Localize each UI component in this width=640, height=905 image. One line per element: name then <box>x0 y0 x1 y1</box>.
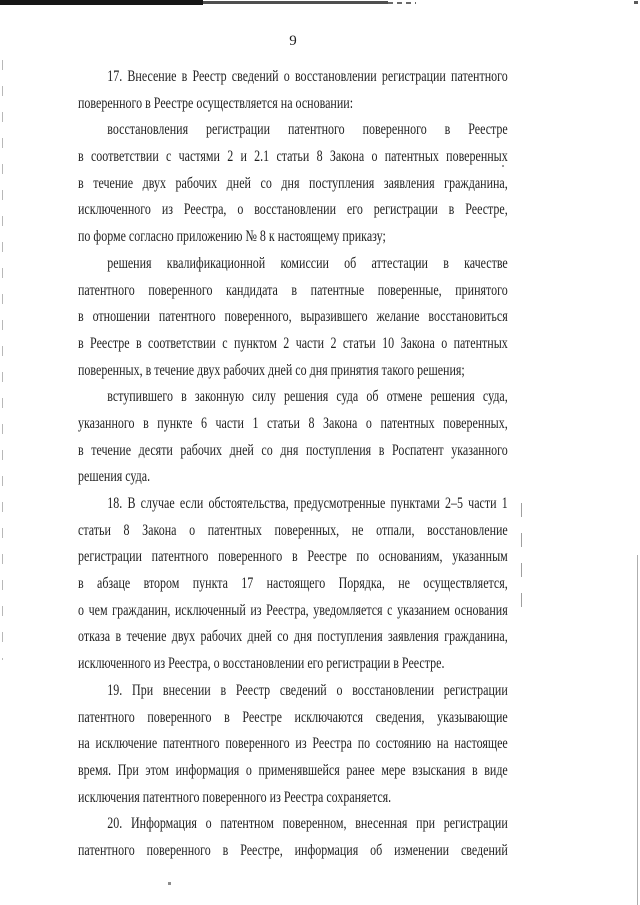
scan-edge-artifact-top <box>0 0 203 5</box>
text-line: статьи 8 Закона о патентных поверенных, не отпали, восстановление <box>78 521 508 539</box>
text-line: поверенных, в течение двух рабочих дней со дня принятия такого решения; <box>78 361 465 379</box>
text-line: исключенного из Реестра, о восстановлении его регистрации в Реестре, <box>78 201 508 219</box>
text-line: 17. Внесение в Реестр сведений о восстановлении регистрации патентного <box>107 68 508 85</box>
text-line: решения суда. <box>78 468 151 486</box>
text-line: в соответствии с частями 2 и 2.1 статьи 8 Закона о патентных поверенных <box>78 148 508 166</box>
text-line: в течение десяти рабочих дней со дня поступления в Роспатент указанного <box>78 441 508 459</box>
text-line: отказа в течение двух рабочих дней со дня поступления заявления гражданина, <box>78 628 508 646</box>
text-line: 19. При внесении в Реестр сведений о восстановлении регистрации <box>107 681 508 699</box>
scan-speck-bottom <box>168 882 171 885</box>
scan-edge-artifact-left <box>2 60 3 660</box>
text-line: 20. Информация о патентном поверенном, внесенная при регистрации <box>107 815 508 833</box>
text-line: вступившего в законную силу решения суда об отмене решения суда, <box>107 388 508 406</box>
text-line: регистрации патентного поверенного в Реестре по основаниям, указанным <box>78 548 508 566</box>
text-line: в абзаце втором пункта 17 настоящего Порядка, не осуществляется, <box>78 575 508 593</box>
text-line: восстановления регистрации патентного поверенного в Реестре <box>107 121 508 139</box>
text-line: в течение двух рабочих дней со дня поступления заявления гражданина, <box>78 174 508 192</box>
text-line: указанного в пункте 6 части 1 статьи 8 Закона о патентных поверенных, <box>78 414 508 432</box>
text-line: в отношении патентного поверенного, выразившего желание восстановиться <box>78 308 508 326</box>
page-content <box>78 30 640 865</box>
text-line: исключения патентного поверенного из Реестра сохраняется. <box>78 788 392 806</box>
text-line: о чем гражданин, исключенный из Реестра, уведомляется с указанием основания <box>78 601 508 619</box>
text-line: 18. В случае если обстоятельства, предусмотренные пунктами 2–5 части 1 <box>107 495 508 512</box>
text-line: на исключение патентного поверенного из Реестра по состоянию на настоящее <box>78 735 508 753</box>
scan-speck-top-right <box>634 1 638 4</box>
text-line: исключенного из Реестра, о восстановлении его регистрации в Реестре. <box>78 655 445 673</box>
text-line: поверенного в Реестре осуществляется на основании: <box>78 94 354 112</box>
text-line: время. При этом информация о применявшейся ранее мере взыскания в виде <box>78 761 508 779</box>
text-line: патентного поверенного в Реестре исключаются сведения, указывающие <box>78 708 508 726</box>
document-body-text <box>78 64 640 865</box>
text-line: патентного поверенного кандидата в патентные поверенные, принятого <box>78 281 508 299</box>
scan-edge-artifact-top-dashes <box>388 2 416 4</box>
text-line: патентного поверенного в Реестре, информация об изменении сведений <box>78 841 508 859</box>
scan-edge-artifact-top-thin <box>203 1 388 4</box>
text-line: по форме согласно приложению № 8 к настоящему приказу; <box>78 228 386 246</box>
text-line: решения квалификационной комиссии об аттестации в качестве <box>107 254 508 272</box>
page-number: 9 <box>289 33 297 49</box>
text-line: в Реестре в соответствии с пунктом 2 части 2 статьи 10 Закона о патентных <box>78 334 508 352</box>
